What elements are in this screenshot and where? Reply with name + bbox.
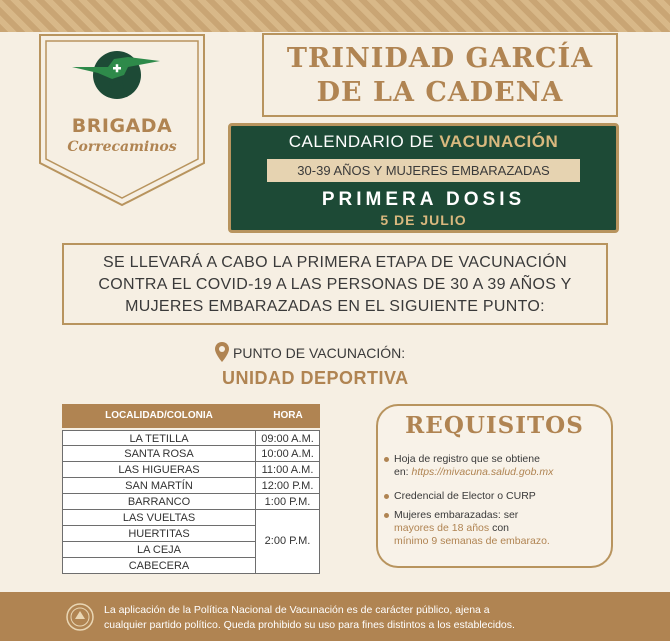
cell-locality: SANTA ROSA — [62, 446, 256, 462]
requirement-item-3 — [394, 509, 604, 548]
cell-locality: LAS HIGUERAS — [62, 462, 256, 478]
announcement-box — [62, 243, 608, 325]
dose-date: 5 DE JULIO — [380, 212, 467, 228]
dose-title: PRIMERA DOSIS — [321, 189, 526, 210]
requirement-3-text: Mujeres embarazadas: ser — [394, 509, 519, 521]
municipality-box — [262, 33, 618, 117]
cell-locality: LA TETILLA — [62, 430, 256, 446]
announcement-line-1: SE LLEVARÁ A CABO LA PRIMERA ETAPA DE VACUNACIÓN — [102, 254, 568, 271]
top-pattern-band — [0, 0, 670, 32]
vaccination-point-label: PUNTO DE VACUNACIÓN: — [233, 345, 406, 361]
brigada-subtitle: Correcaminos — [67, 139, 177, 155]
cell-locality: CABECERA — [62, 558, 256, 574]
table-row — [62, 430, 320, 446]
bullet-icon — [384, 513, 389, 518]
requirement-item-1 — [394, 453, 604, 479]
requirement-2-text: Credencial de Elector o CURP — [394, 490, 536, 502]
calendar-title-strong: VACUNACIÓN — [439, 132, 559, 151]
table-row — [62, 446, 320, 462]
cell-locality: LAS VUELTAS — [62, 510, 256, 526]
cell-locality: SAN MARTÍN — [62, 478, 256, 494]
footer-band — [0, 592, 670, 641]
brigada-title: BRIGADA — [71, 115, 173, 137]
national-seal-icon — [66, 603, 94, 631]
announcement-line-2: CONTRA EL COVID-19 A LAS PERSONAS DE 30 A 39 AÑOS Y — [98, 276, 572, 293]
table-row — [62, 494, 320, 510]
cell-locality: HUERTITAS — [62, 526, 256, 542]
calendar-title-prefix: CALENDARIO DE — [288, 132, 435, 151]
header-locality: LOCALIDAD/COLONIA — [105, 410, 213, 421]
calendar-title — [231, 132, 616, 152]
requirement-3-con: con — [492, 522, 510, 534]
requirements-box — [376, 404, 613, 568]
requirement-3-weeks: mínimo 9 semanas de embarazo. — [394, 535, 550, 547]
location-pin-icon — [215, 342, 229, 362]
cell-locality: LA CEJA — [62, 542, 256, 558]
cell-time: 09:00 A.M. — [256, 430, 320, 446]
requirement-1-text-b: en: — [394, 466, 409, 478]
cell-time: 10:00 A.M. — [256, 446, 320, 462]
bullet-icon — [384, 494, 389, 499]
footer-disclaimer-line-2: cualquier partido político. Queda prohibido su uso para fines distintos a los establecidos. — [104, 619, 515, 631]
cell-time-merged: 2:00 P.M. — [256, 510, 320, 574]
requirement-3-age: mayores de 18 años — [394, 522, 490, 534]
cell-time: 1:00 P.M. — [256, 494, 320, 510]
calendar-box — [228, 123, 619, 233]
table-row — [62, 478, 320, 494]
cell-locality: BARRANCO — [62, 494, 256, 510]
vaccination-point-name: UNIDAD DEPORTIVA — [222, 368, 409, 388]
header-time: HORA — [273, 410, 303, 421]
brigada-shield — [38, 33, 206, 208]
municipality-line-2: DE LA CADENA — [316, 77, 564, 108]
municipality-line-1: TRINIDAD GARCÍA — [286, 43, 594, 74]
cell-time: 11:00 A.M. — [256, 462, 320, 478]
cell-time: 12:00 P.M. — [256, 478, 320, 494]
age-group-pill: 30-39 AÑOS Y MUJERES EMBARAZADAS — [267, 159, 580, 182]
roadrunner-cross-logo-icon — [68, 45, 166, 105]
registration-link[interactable]: https://mivacuna.salud.gob.mx — [411, 466, 554, 478]
requirement-item-2 — [394, 490, 604, 503]
table-row — [62, 462, 320, 478]
requirements-title: REQUISITOS — [405, 412, 584, 439]
schedule-header-row — [62, 404, 320, 428]
requirement-1-text: Hoja de registro que se obtiene — [394, 453, 540, 465]
footer-disclaimer-line-1: La aplicación de la Política Nacional de Vacunación es de carácter público, ajena a — [104, 604, 490, 616]
bullet-icon — [384, 457, 389, 462]
announcement-line-3: MUJERES EMBARAZADAS EN EL SIGUIENTE PUNTO: — [125, 298, 545, 315]
